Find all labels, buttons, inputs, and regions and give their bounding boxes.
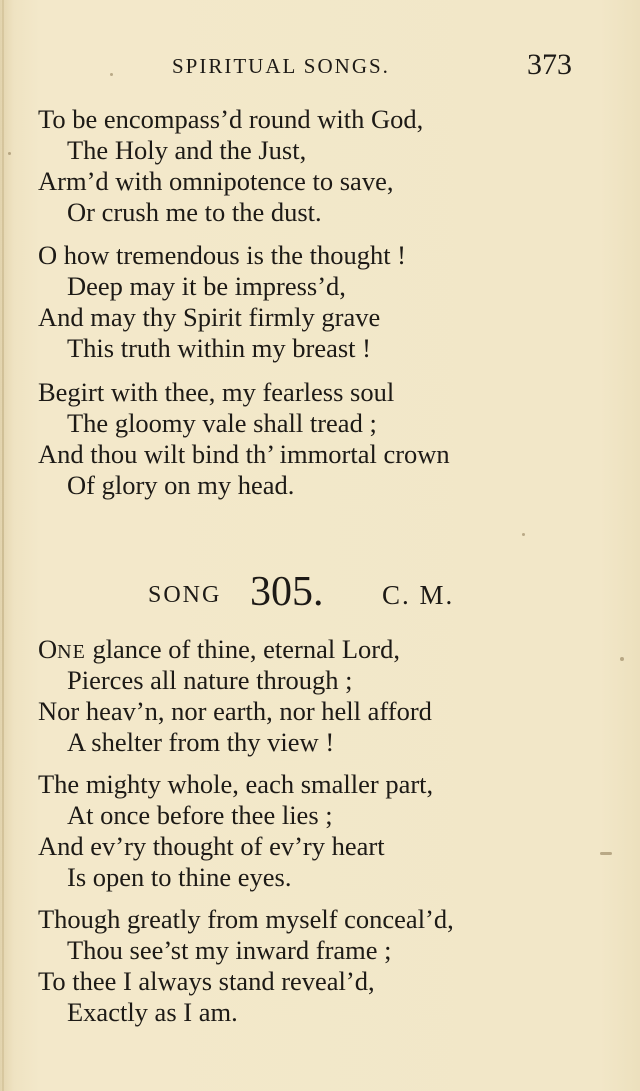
page-gutter bbox=[2, 0, 4, 1091]
verse-line: To be encompass’d round with God, bbox=[38, 104, 424, 134]
verse-line: Or crush me to the dust. bbox=[67, 197, 322, 227]
song-label: SONG bbox=[148, 582, 222, 608]
paper-speck bbox=[8, 152, 11, 155]
page-number: 373 bbox=[527, 48, 572, 81]
page-header bbox=[0, 48, 640, 88]
song-stanza-3 bbox=[38, 904, 608, 1028]
running-title: SPIRITUAL SONGS. bbox=[172, 54, 390, 78]
verse-line: Exactly as I am. bbox=[67, 997, 238, 1027]
verse-line: Of glory on my head. bbox=[67, 470, 295, 500]
verse-line: O how tremendous is the thought ! bbox=[38, 240, 407, 270]
paper-speck bbox=[620, 657, 624, 661]
verse-line: Nor heav’n, nor earth, nor hell afford bbox=[38, 696, 432, 726]
stanza-2 bbox=[38, 240, 608, 364]
verse-line: Arm’d with omnipotence to save, bbox=[38, 166, 394, 196]
verse-line: Begirt with thee, my fearless soul bbox=[38, 377, 395, 407]
verse-line: Though greatly from myself conceal’d, bbox=[38, 904, 454, 934]
verse-line: At once before thee lies ; bbox=[67, 800, 333, 830]
song-stanza-1 bbox=[38, 634, 608, 758]
verse-line: The gloomy vale shall tread ; bbox=[67, 408, 377, 438]
verse-line-rest: glance of thine, eternal Lord, bbox=[85, 634, 400, 664]
paper-speck bbox=[522, 533, 525, 536]
small-caps-rest: NE bbox=[57, 641, 86, 663]
verse-line: And thou wilt bind th’ immortal crown bbox=[38, 439, 450, 469]
verse-line: The Holy and the Just, bbox=[67, 135, 307, 165]
verse-line: Pierces all nature through ; bbox=[67, 665, 353, 695]
song-number: 305. bbox=[250, 569, 324, 615]
stanza-3 bbox=[38, 377, 608, 501]
verse-line: Deep may it be impress’d, bbox=[67, 271, 346, 301]
verse-line-first bbox=[38, 634, 608, 665]
verse-line: To thee I always stand reveal’d, bbox=[38, 966, 375, 996]
verse-line: The mighty whole, each smaller part, bbox=[38, 769, 434, 799]
drop-initial: O bbox=[38, 634, 58, 664]
verse-line: A shelter from thy view ! bbox=[67, 727, 335, 757]
song-stanza-2 bbox=[38, 769, 608, 893]
stanza-1 bbox=[38, 104, 608, 228]
verse-line: Is open to thine eyes. bbox=[67, 862, 292, 892]
verse-line: Thou see’st my inward frame ; bbox=[67, 935, 392, 965]
song-meter: C. M. bbox=[382, 580, 455, 610]
song-heading bbox=[0, 568, 640, 618]
verse-line: This truth within my breast ! bbox=[67, 333, 371, 363]
verse-line: And ev’ry thought of ev’ry heart bbox=[38, 831, 385, 861]
verse-line: And may thy Spirit firmly grave bbox=[38, 302, 381, 332]
